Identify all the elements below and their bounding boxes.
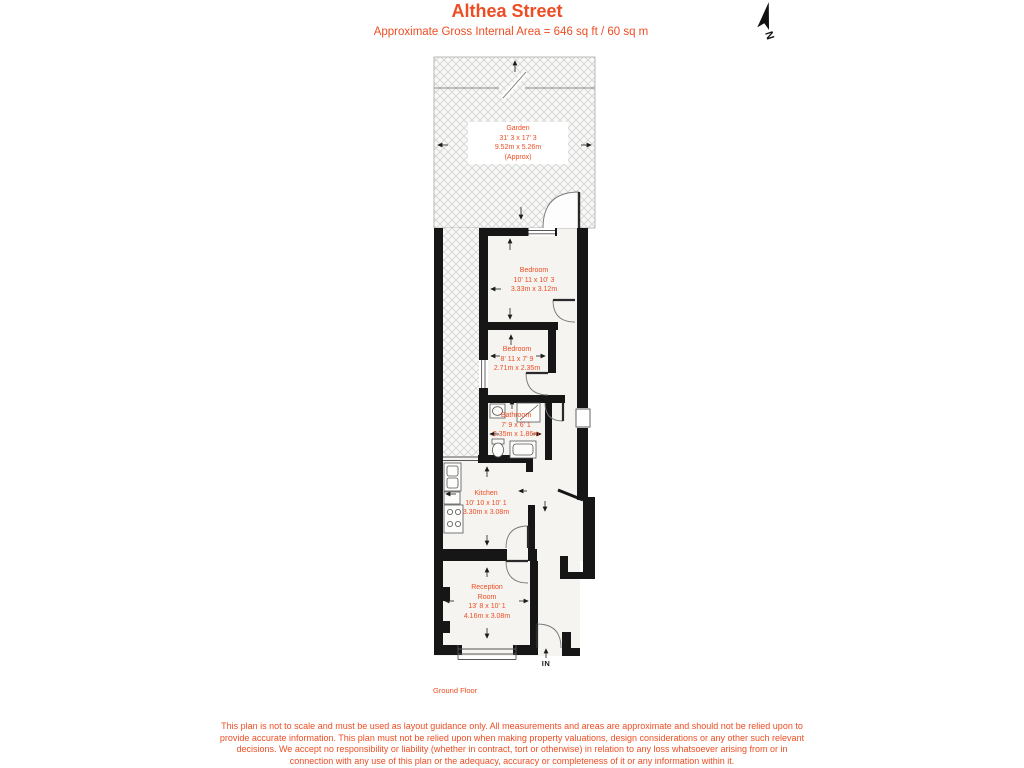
bedroom1-window (527, 228, 558, 236)
north-label: N (762, 29, 777, 42)
disclaimer-text: This plan is not to scale and must be used as layout guidance only. All measurements and areas are approximate and should not be relied upon to provide accurate information. This plan must not be relied upon when making property valuations, design considerations or any other such relevant decisions. We accept no responsibility or liability (whether in contract, tort or otherwise) in relation to any loss whatsoever arising from or in connection with any use of this plan or the adequacy, accuracy or completeness of it or any information within it. (219, 721, 805, 766)
kitchen-sink (444, 463, 461, 491)
entrance-in-label: IN (541, 659, 551, 668)
garden-label: Garden 31' 3 x 17' 3 9.52m x 5.26m (Approx) (468, 122, 568, 164)
side-door-recess (576, 409, 590, 427)
bathroom-label: Bathroom 7' 9 x 6' 1 2.35m x 1.86m (492, 412, 540, 438)
bedroom2-label: Bedroom 8' 11 x 7' 9 2.71m x 2.35m (493, 346, 541, 372)
kitchen-label: Kitchen 10' 10 x 10' 1 3.30m x 3.08m (462, 490, 510, 516)
north-arrow-icon (757, 1, 776, 41)
bedroom1-label: Bedroom 10' 11 x 10' 3 3.33m x 3.12m (510, 267, 558, 293)
reception-label: Reception Room 13' 8 x 10' 1 4.16m x 3.08m (463, 584, 511, 620)
page-title: Althea Street (451, 1, 563, 21)
floor-label: Ground Floor (433, 686, 478, 695)
bathtub (510, 441, 536, 458)
page-subtitle: Approximate Gross Internal Area = 646 sq ft / 60 sq m (373, 26, 649, 38)
toilet (492, 439, 504, 457)
